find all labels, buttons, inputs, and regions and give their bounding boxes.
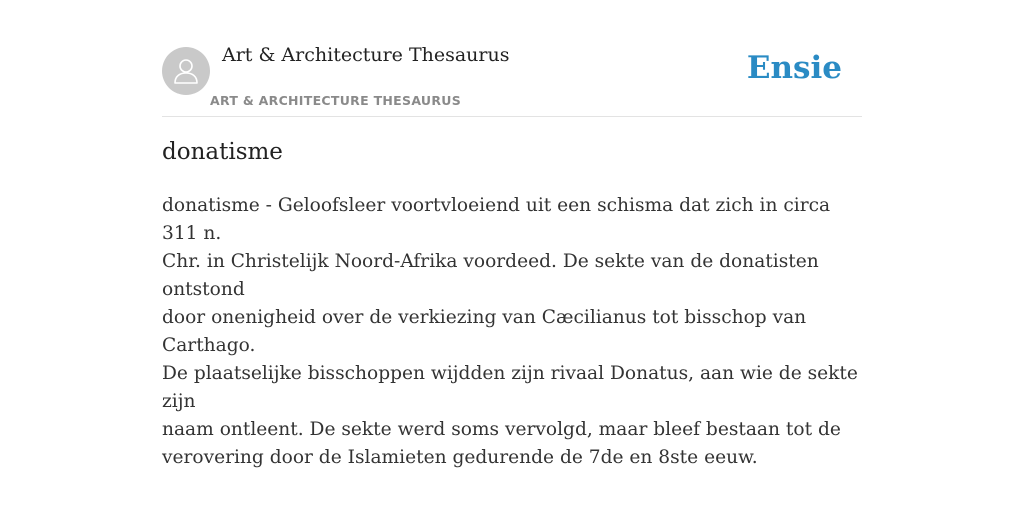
definition-line: door onenigheid over de verkiezing van Cæcilianus tot bisschop van Carthago.	[162, 307, 807, 356]
definition-line: Chr. in Christelijk Noord-Afrika voordeed. De sekte van de donatisten ontstond	[162, 251, 819, 300]
ensie-logo-link[interactable]: Ensie	[746, 50, 842, 86]
definition-line: De plaatselijke bisschoppen wijdden zijn rivaal Donatus, aan wie de sekte zijn	[162, 363, 858, 412]
definition-line: donatisme - Geloofsleer voortvloeiend uit een schisma dat zich in circa 311 n.	[162, 195, 831, 244]
entry-title: donatisme	[162, 139, 283, 165]
source-label[interactable]: ART & ARCHITECTURE THESAURUS	[210, 93, 462, 108]
entry-definition	[162, 192, 862, 472]
entry-header	[162, 0, 862, 117]
definition-line: naam ontleent. De sekte werd soms vervolgd, maar bleef bestaan tot de	[162, 419, 841, 440]
source-name[interactable]: Art & Architecture Thesaurus	[222, 44, 510, 66]
definition-line: verovering door de Islamieten gedurende de 7de en 8ste eeuw.	[162, 447, 758, 468]
entry-card	[162, 0, 862, 512]
user-silhouette-icon[interactable]	[162, 47, 210, 95]
